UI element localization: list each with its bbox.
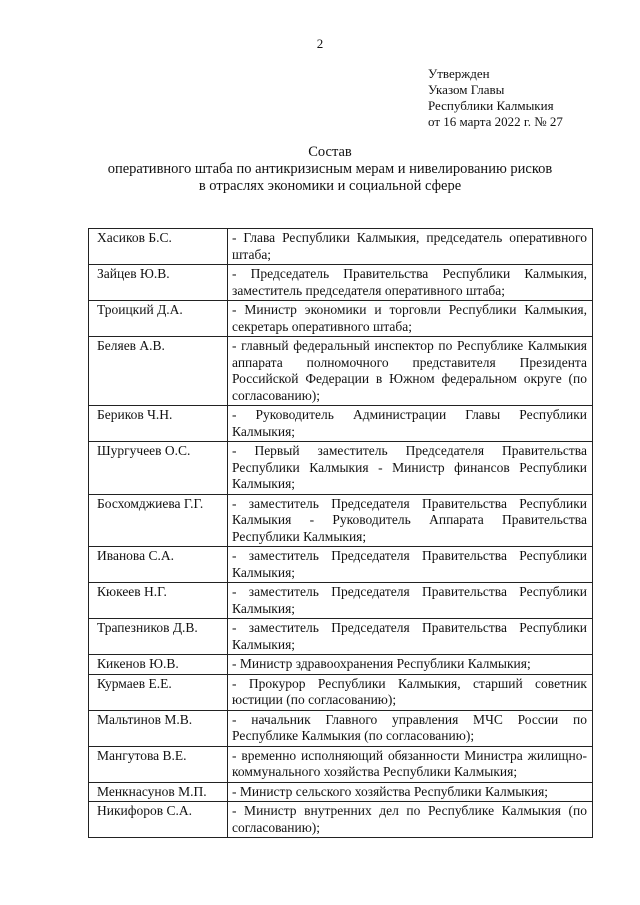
member-role: - Прокурор Республики Калмыкия, старший советник юстиции (по согласованию); [228, 674, 593, 710]
table-row [89, 674, 593, 710]
member-name: Мальтинов М.В. [89, 710, 228, 746]
member-role: - Министр здравоохранения Республики Калмыкия; [228, 655, 593, 675]
table-row [89, 655, 593, 675]
table-row [89, 619, 593, 655]
table-row [89, 547, 593, 583]
table-row [89, 229, 593, 265]
page-number: 2 [316, 36, 324, 51]
table-row [89, 583, 593, 619]
staff-table [88, 228, 593, 838]
table-row [89, 782, 593, 802]
approval-line: Указом Главы [428, 82, 505, 97]
member-role: - заместитель Председателя Правительства Республики Калмыкия - Руководитель Аппарата Правительства Республики Калмыкия; [228, 494, 593, 547]
member-name: Босхомджиева Г.Г. [89, 494, 228, 547]
member-name: Иванова С.А. [89, 547, 228, 583]
member-role: - Министр внутренних дел по Республике Калмыкия (по согласованию); [228, 802, 593, 838]
member-name: Бериков Ч.Н. [89, 406, 228, 442]
table-row [89, 337, 593, 406]
member-name: Шургучеев О.С. [89, 442, 228, 495]
member-name: Менкнасунов М.П. [89, 782, 228, 802]
table-row [89, 442, 593, 495]
member-role: - Руководитель Администрации Главы Республики Калмыкия; [228, 406, 593, 442]
member-role: - главный федеральный инспектор по Республике Калмыкия аппарата полномочного представителя Президента Российской Федерации в Южном федеральном округе (по согласованию); [228, 337, 593, 406]
approval-stamp [428, 66, 563, 130]
title-heading: Состав [308, 144, 352, 160]
member-name: Троицкий Д.А. [89, 301, 228, 337]
member-name: Кикенов Ю.В. [89, 655, 228, 675]
table-row [89, 710, 593, 746]
table-row [89, 265, 593, 301]
table-row [89, 406, 593, 442]
member-role: - заместитель Председателя Правительства Республики Калмыкия; [228, 547, 593, 583]
member-role: - Глава Республики Калмыкия, председатель оперативного штаба; [228, 229, 593, 265]
table-row [89, 301, 593, 337]
approval-line: от 16 марта 2022 г. № 27 [428, 114, 563, 129]
member-name: Курмаев Е.Е. [89, 674, 228, 710]
approval-line: Республики Калмыкия [428, 98, 554, 113]
table-row [89, 494, 593, 547]
member-role: - начальник Главного управления МЧС России по Республике Калмыкия (по согласованию); [228, 710, 593, 746]
member-name: Хасиков Б.С. [89, 229, 228, 265]
member-role: - Министр экономики и торговли Республики Калмыкия, секретарь оперативного штаба; [228, 301, 593, 337]
title-subheading: оперативного штаба по антикризисным мерам и нивелированию рисков [107, 161, 553, 177]
member-role: - заместитель Председателя Правительства Республики Калмыкия; [228, 619, 593, 655]
table-row [89, 802, 593, 838]
member-role: - Министр сельского хозяйства Республики Калмыкия; [228, 782, 593, 802]
member-name: Никифоров С.А. [89, 802, 228, 838]
document-title [80, 144, 580, 195]
member-role: - Председатель Правительства Республики Калмыкия, заместитель председателя оперативного штаба; [228, 265, 593, 301]
title-subheading: в отраслях экономики и социальной сфере [198, 178, 462, 194]
member-role: - Первый заместитель Председателя Правительства Республики Калмыкия - Министр финансов Республики Калмыкия; [228, 442, 593, 495]
member-name: Кюкеев Н.Г. [89, 583, 228, 619]
member-name: Беляев А.В. [89, 337, 228, 406]
member-name: Трапезников Д.В. [89, 619, 228, 655]
approval-line: Утвержден [428, 66, 490, 81]
table-row [89, 746, 593, 782]
member-role: - заместитель Председателя Правительства Республики Калмыкия; [228, 583, 593, 619]
member-role: - временно исполняющий обязанности Министра жилищно-коммунального хозяйства Республики Калмыкия; [228, 746, 593, 782]
member-name: Мангутова В.Е. [89, 746, 228, 782]
member-name: Зайцев Ю.В. [89, 265, 228, 301]
